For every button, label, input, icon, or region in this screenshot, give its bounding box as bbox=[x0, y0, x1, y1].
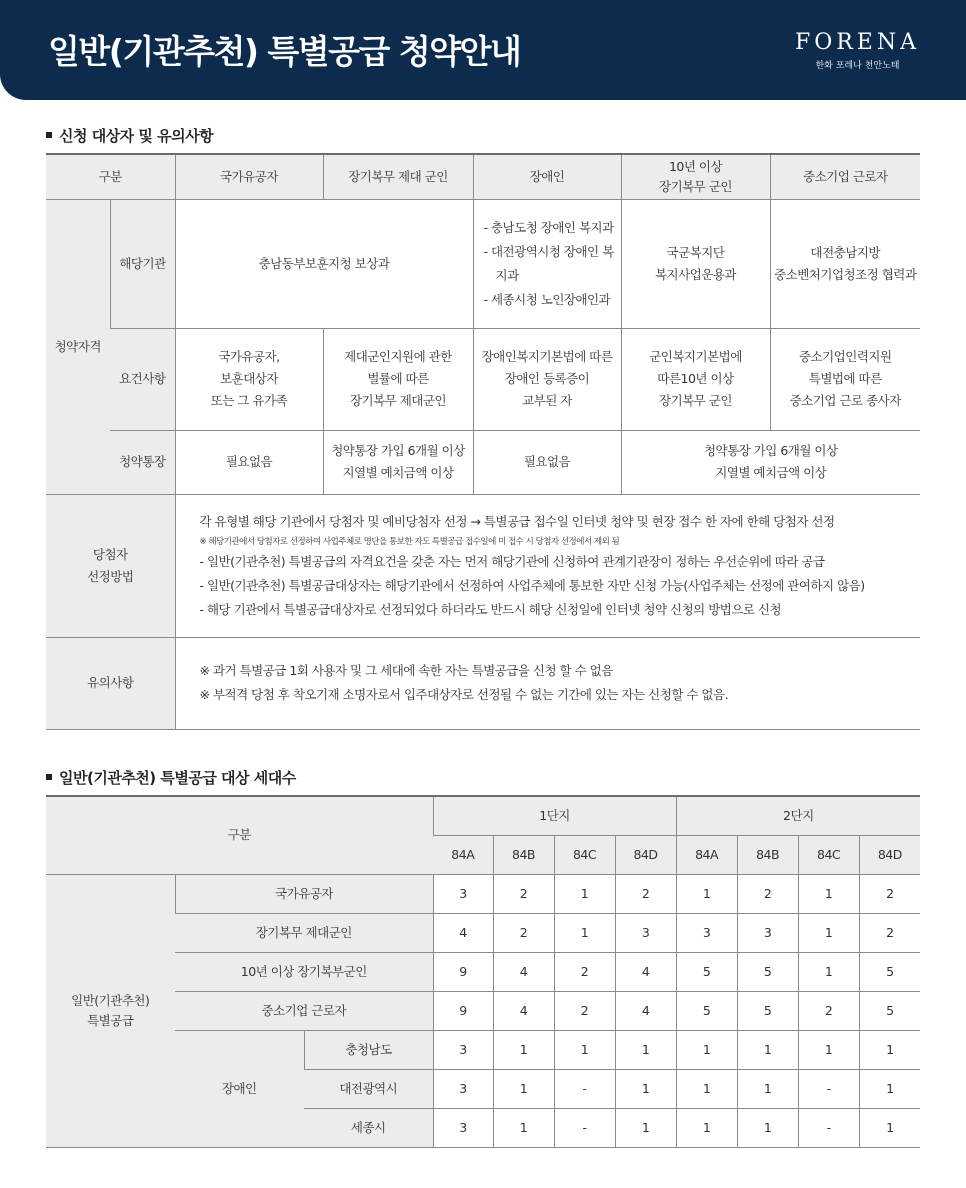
eligibility-table bbox=[46, 153, 920, 730]
cell-value: 2 bbox=[615, 874, 676, 913]
agency-label: 해당기관 bbox=[110, 199, 175, 328]
header-type: 84D bbox=[859, 835, 920, 874]
logo-subtitle: 한화 포레나 천안노태 bbox=[815, 61, 900, 71]
table-row bbox=[46, 991, 920, 1030]
header-category: 구분 bbox=[46, 796, 433, 874]
header-type: 84B bbox=[737, 835, 798, 874]
cell-value: 5 bbox=[859, 952, 920, 991]
list-item: ※ 과거 특별공급 1회 사용자 및 그 세대에 속한 자는 특별공급을 신청 할 수 없음 bbox=[199, 663, 613, 678]
square-bullet-icon bbox=[46, 132, 52, 138]
table-row bbox=[46, 1030, 920, 1069]
header-merit: 국가유공자 bbox=[175, 154, 323, 199]
cell-value: 1 bbox=[798, 874, 859, 913]
cell-value: 2 bbox=[859, 874, 920, 913]
cell-value: 4 bbox=[433, 913, 493, 952]
cell-value: 3 bbox=[615, 913, 676, 952]
cell-value: 1 bbox=[737, 1108, 798, 1147]
notes-content bbox=[175, 637, 920, 729]
table-row bbox=[46, 952, 920, 991]
table-header-row bbox=[46, 154, 920, 199]
square-bullet-icon bbox=[46, 774, 52, 780]
row-label: 장기복무 제대군인 bbox=[175, 913, 433, 952]
list-item: - 대전광역시청 장애인 복지과 bbox=[483, 243, 614, 283]
account-long-soldier-sme: 청약통장 가입 6개월 이상 지열별 예치금액 이상 bbox=[621, 430, 920, 494]
cell-value: - bbox=[798, 1069, 859, 1108]
header-long-soldier: 10년 이상 장기복무 군인 bbox=[621, 154, 770, 199]
cell-value: 4 bbox=[493, 952, 554, 991]
table-row-notes bbox=[46, 637, 920, 729]
cell-value: 3 bbox=[676, 913, 737, 952]
list-item: - 일반(기관추천) 특별공급대상자는 해당기관에서 선정하여 사업주체에 통보한 자만 신청 가능(사업주체는 선정에 관여하지 않음) bbox=[199, 577, 865, 593]
agency-long-soldier: 국군복지단 복지사업운용과 bbox=[621, 199, 770, 328]
row-label: 국가유공자 bbox=[175, 874, 433, 913]
cell-value: 1 bbox=[859, 1069, 920, 1108]
cell-value: 4 bbox=[493, 991, 554, 1030]
section-title-text: 일반(기관추천) 특별공급 대상 세대수 bbox=[59, 769, 296, 787]
cell-value: 5 bbox=[676, 991, 737, 1030]
table-row bbox=[46, 913, 920, 952]
account-label: 청약통장 bbox=[110, 430, 175, 494]
section-title-eligibility bbox=[46, 125, 213, 146]
table-header-row bbox=[46, 796, 920, 835]
selection-label: 당첨자 선정방법 bbox=[46, 494, 175, 637]
cell-value: - bbox=[554, 1108, 615, 1147]
row-label: 중소기업 근로자 bbox=[175, 991, 433, 1030]
header-complex-1: 1단지 bbox=[433, 796, 676, 835]
page-title: 일반(기관추천) 특별공급 청약안내 bbox=[48, 32, 521, 71]
header-type: 84D bbox=[615, 835, 676, 874]
cell-value: 1 bbox=[615, 1108, 676, 1147]
cell-value: 3 bbox=[433, 1108, 493, 1147]
cell-value: 2 bbox=[554, 991, 615, 1030]
cell-value: - bbox=[798, 1108, 859, 1147]
header-category: 구분 bbox=[46, 154, 175, 199]
table-row-selection bbox=[46, 494, 920, 637]
table-row-requirements bbox=[46, 328, 920, 430]
cell-value: 9 bbox=[433, 991, 493, 1030]
header-sme: 중소기업 근로자 bbox=[770, 154, 920, 199]
account-merit: 필요없음 bbox=[175, 430, 323, 494]
cell-value: 1 bbox=[493, 1030, 554, 1069]
agency-merit: 충남동부보훈지청 보상과 bbox=[175, 199, 473, 328]
account-disabled: 필요없음 bbox=[473, 430, 621, 494]
cell-value: 5 bbox=[737, 952, 798, 991]
cell-value: 5 bbox=[859, 991, 920, 1030]
account-discharged: 청약통장 가입 6개월 이상 지열별 예치금액 이상 bbox=[323, 430, 473, 494]
list-item: - 세종시청 노인장애인과 bbox=[483, 291, 611, 307]
forena-logo bbox=[795, 32, 920, 71]
cell-value: 4 bbox=[615, 952, 676, 991]
cell-value: 2 bbox=[737, 874, 798, 913]
cell-value: 1 bbox=[798, 952, 859, 991]
row-label: 세종시 bbox=[304, 1108, 433, 1147]
requirements-disabled: 장애인복지기본법에 따른 장애인 등록증이 교부된 자 bbox=[473, 328, 621, 430]
requirements-sme: 중소기업인력지원 특별법에 따른 중소기업 근로 종사자 bbox=[770, 328, 920, 430]
households-table bbox=[46, 795, 920, 1148]
table-row bbox=[46, 874, 920, 913]
cell-value: 1 bbox=[676, 1030, 737, 1069]
selection-note: ※ 해당기관에서 당첨자로 선정하여 사업주체로 명단을 통보한 자도 특별공급 접수일에 미 접수 시 당첨자 선정에서 제외 됨 bbox=[199, 536, 620, 547]
section-title-text: 신청 대상자 및 유의사항 bbox=[59, 127, 214, 145]
cell-value: 2 bbox=[798, 991, 859, 1030]
cell-value: 1 bbox=[554, 913, 615, 952]
cell-value: 1 bbox=[493, 1069, 554, 1108]
requirements-discharged: 제대군인지원에 관한 벌률에 따른 장기복무 제대군인 bbox=[323, 328, 473, 430]
header-type: 84C bbox=[554, 835, 615, 874]
cell-value: 1 bbox=[615, 1030, 676, 1069]
cell-value: 4 bbox=[615, 991, 676, 1030]
cell-value: 3 bbox=[433, 1069, 493, 1108]
cell-value: 1 bbox=[737, 1030, 798, 1069]
header-type: 84A bbox=[676, 835, 737, 874]
row-label: 10년 이상 장기복부군인 bbox=[175, 952, 433, 991]
cell-value: 1 bbox=[676, 874, 737, 913]
row-label: 충청남도 bbox=[304, 1030, 433, 1069]
header-type: 84B bbox=[493, 835, 554, 874]
cell-value: 3 bbox=[737, 913, 798, 952]
cell-value: 1 bbox=[493, 1108, 554, 1147]
disabled-label: 장애인 bbox=[175, 1030, 304, 1147]
header-complex-2: 2단지 bbox=[676, 796, 920, 835]
cell-value: 1 bbox=[554, 1030, 615, 1069]
cell-value: 5 bbox=[676, 952, 737, 991]
logo-brand: FORENA bbox=[794, 30, 920, 55]
cell-value: 3 bbox=[433, 1030, 493, 1069]
header-type: 84A bbox=[433, 835, 493, 874]
cell-value: 1 bbox=[676, 1069, 737, 1108]
cell-value: 1 bbox=[798, 1030, 859, 1069]
list-item: - 충남도청 장애인 복지과 bbox=[483, 219, 614, 235]
cell-value: 1 bbox=[798, 913, 859, 952]
qualification-label: 청약자격 bbox=[46, 199, 110, 494]
cell-value: 2 bbox=[493, 913, 554, 952]
cell-value: 5 bbox=[737, 991, 798, 1030]
cell-value: 1 bbox=[554, 874, 615, 913]
agency-sme: 대전충남지방 중소벤처기업청조정 협력과 bbox=[770, 199, 920, 328]
cell-value: 1 bbox=[615, 1069, 676, 1108]
table-row-account bbox=[46, 430, 920, 494]
cell-value: - bbox=[554, 1069, 615, 1108]
list-item: ※ 부적격 당첨 후 착오기재 소명자로서 입주대상자로 선정될 수 없는 기간에 있는 자는 신청할 수 없음. bbox=[199, 687, 729, 702]
requirements-merit: 국가유공자, 보훈대상자 또는 그 유가족 bbox=[175, 328, 323, 430]
table-row-agency bbox=[46, 199, 920, 328]
agency-disabled bbox=[473, 199, 621, 328]
selection-main: 각 유형별 해당 기관에서 당첨자 및 예비당첨자 선정 → 특별공급 접수일 인터넷 청약 및 현장 접수 한 자에 한해 당첨자 선정 bbox=[199, 513, 835, 529]
header-type: 84C bbox=[798, 835, 859, 874]
header-discharged: 장기복무 제대 군인 bbox=[323, 154, 473, 199]
cell-value: 1 bbox=[676, 1108, 737, 1147]
selection-content bbox=[175, 494, 920, 637]
cell-value: 1 bbox=[859, 1108, 920, 1147]
page-header bbox=[0, 0, 966, 100]
notes-label: 유의사항 bbox=[46, 637, 175, 729]
header-disabled: 장애인 bbox=[473, 154, 621, 199]
group-label: 일반(기관추천) 특별공급 bbox=[46, 874, 175, 1147]
cell-value: 9 bbox=[433, 952, 493, 991]
list-item: - 일반(기관추천) 특별공급의 자격요건을 갖춘 자는 먼저 해당기관에 신청하여 관계기관장이 정하는 우선순위에 따라 공급 bbox=[199, 553, 825, 569]
requirements-label: 요건사항 bbox=[110, 328, 175, 430]
requirements-long-soldier: 군인복지기본법에 따른10년 이상 장기복무 군인 bbox=[621, 328, 770, 430]
cell-value: 1 bbox=[859, 1030, 920, 1069]
cell-value: 1 bbox=[737, 1069, 798, 1108]
cell-value: 2 bbox=[554, 952, 615, 991]
row-label: 대전광역시 bbox=[304, 1069, 433, 1108]
section-title-households bbox=[46, 767, 296, 788]
cell-value: 2 bbox=[859, 913, 920, 952]
cell-value: 3 bbox=[433, 874, 493, 913]
list-item: - 해당 기관에서 특별공급대상자로 선정되었다 하더라도 반드시 해당 신청일에 인터넷 청약 신청의 방법으로 신청 bbox=[199, 601, 782, 617]
cell-value: 2 bbox=[493, 874, 554, 913]
